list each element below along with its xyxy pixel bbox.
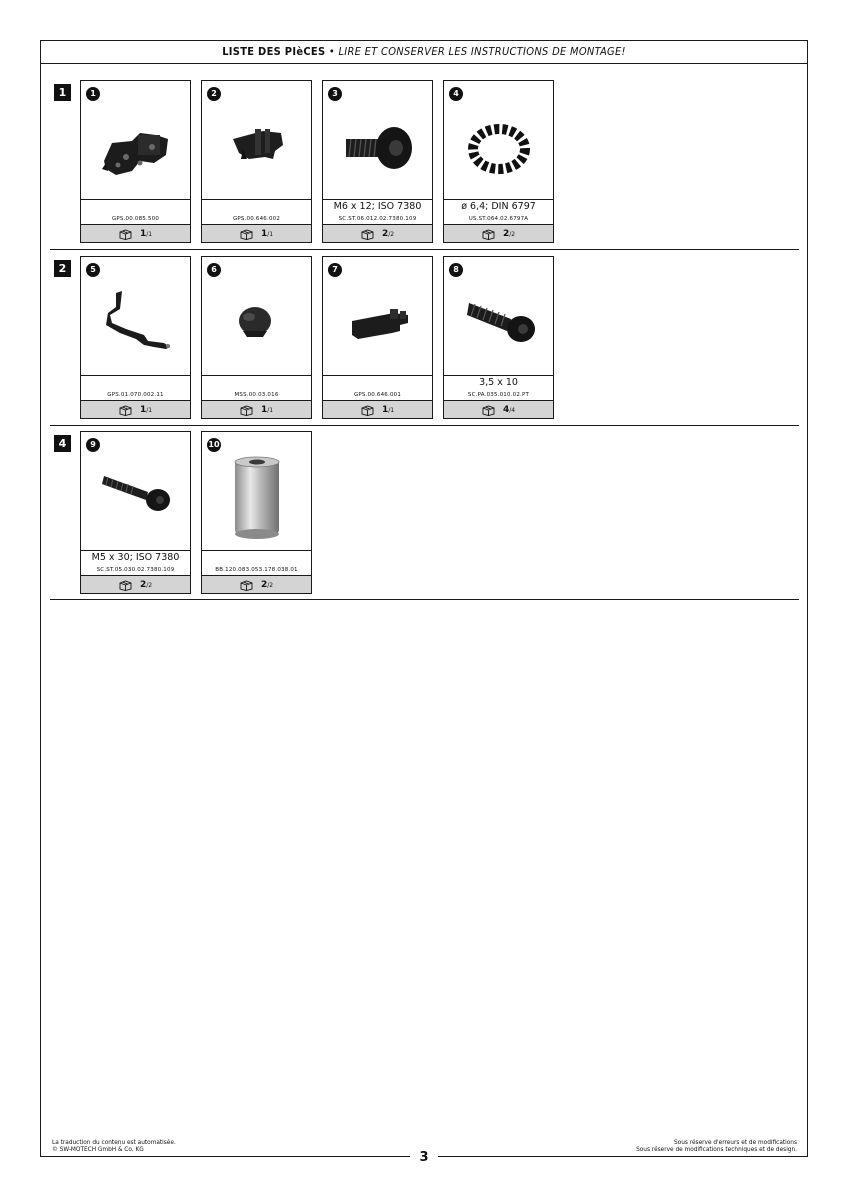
footer-disclaimer: [52, 1140, 176, 1154]
group-number-4: 4: [54, 435, 71, 452]
group-number-2: 2: [54, 260, 71, 277]
package-icon: [482, 405, 495, 416]
footer-translation-note: La traduction du contenu est automatisée.: [52, 1140, 176, 1146]
part-code: SC.ST.05.030.02.7380.109: [96, 567, 175, 573]
footer-design-note: Sous réserve de modifications techniques et de design.: [636, 1147, 797, 1153]
part-number-badge: 3: [328, 87, 342, 101]
quantity-bar: [444, 224, 553, 242]
long-screw-icon: [82, 454, 189, 548]
quantity-total: /2: [146, 582, 153, 589]
part-card: [201, 431, 312, 594]
package-icon: [240, 580, 253, 591]
package-icon: [119, 229, 132, 240]
part-info: [81, 375, 190, 400]
bent-bracket-icon: [82, 279, 189, 373]
quantity-bar: [444, 400, 553, 418]
part-spec: M5 x 30; ISO 7380: [91, 552, 180, 563]
quantity-total: /1: [388, 407, 395, 414]
part-card: [322, 80, 433, 243]
part-number-badge: 4: [449, 87, 463, 101]
header-separator: •: [328, 45, 335, 58]
clip-adapter-icon: [203, 103, 310, 197]
part-info: [81, 199, 190, 224]
mounting-bracket-icon: [82, 103, 189, 197]
quantity-bar: [202, 224, 311, 242]
quantity-count: 2: [139, 580, 147, 590]
quantity-count: 2: [260, 580, 268, 590]
group-divider: [50, 425, 799, 426]
quantity-total: /4: [509, 407, 516, 414]
page-header: [41, 41, 807, 64]
quantity-bar: [81, 224, 190, 242]
group-divider: [50, 599, 799, 600]
part-info: [202, 375, 311, 400]
footer-copyright: © SW-MOTECH GmbH & Co. KG: [52, 1147, 144, 1153]
part-card: [322, 256, 433, 419]
part-card: [80, 80, 191, 243]
quantity-total: /1: [146, 231, 153, 238]
part-info: [444, 375, 553, 400]
package-icon: [482, 229, 495, 240]
part-info: [202, 199, 311, 224]
part-code: GPS.00.646.002: [232, 216, 281, 222]
footer-errors-note: Sous réserve d'erreurs et de modifications: [673, 1140, 797, 1146]
header-title: LISTE DES PIèCES: [222, 45, 326, 58]
header-subtitle: LIRE ET CONSERVER LES INSTRUCTIONS DE MONTAGE!: [338, 45, 626, 58]
part-info: [81, 550, 190, 575]
part-card: [201, 256, 312, 419]
part-info: [202, 550, 311, 575]
quantity-bar: [323, 400, 432, 418]
part-code: GPS.00.646.001: [353, 392, 402, 398]
quantity-total: /2: [388, 231, 395, 238]
part-card: [80, 256, 191, 419]
serrated-washer-icon: [445, 103, 552, 197]
group-divider: [50, 249, 799, 250]
quantity-total: /2: [509, 231, 516, 238]
part-info: [444, 199, 553, 224]
part-code: GPS.01.070.002.11: [107, 392, 164, 398]
part-spec: 3,5 x 10: [479, 377, 518, 388]
package-icon: [119, 580, 132, 591]
part-number-badge: 9: [86, 438, 100, 452]
package-icon: [361, 405, 374, 416]
part-number-badge: 1: [86, 87, 100, 101]
part-info: [323, 375, 432, 400]
part-code: US.ST.064.02.6797A: [468, 216, 529, 222]
rubber-plug-icon: [203, 279, 310, 373]
quantity-total: /1: [267, 231, 274, 238]
group-number-1: 1: [54, 84, 71, 101]
quantity-count: 1: [260, 229, 268, 239]
part-code: SC.ST.06.012.02.7380.109: [338, 216, 417, 222]
package-icon: [240, 229, 253, 240]
quantity-bar: [81, 575, 190, 593]
part-card: [443, 80, 554, 243]
quantity-count: 2: [381, 229, 389, 239]
package-icon: [119, 405, 132, 416]
quantity-bar: [202, 575, 311, 593]
quantity-total: /1: [267, 407, 274, 414]
button-head-screw-icon: [324, 103, 431, 197]
part-number-badge: 5: [86, 263, 100, 277]
quantity-total: /1: [146, 407, 153, 414]
part-code: SC.PA.035.010.02.PT: [467, 392, 530, 398]
quantity-count: 2: [502, 229, 510, 239]
clip-piece-icon: [324, 279, 431, 373]
quantity-count: 1: [260, 405, 268, 415]
quantity-total: /2: [267, 582, 274, 589]
quantity-count: 1: [139, 405, 147, 415]
part-number-badge: 6: [207, 263, 221, 277]
part-code: MSS.00.03.016: [234, 392, 279, 398]
quantity-count: 4: [502, 405, 510, 415]
part-info: [323, 199, 432, 224]
quantity-count: 1: [139, 229, 147, 239]
part-number-badge: 2: [207, 87, 221, 101]
self-tapping-screw-icon: [445, 279, 552, 373]
spacer-sleeve-icon: [203, 454, 310, 548]
part-card: [443, 256, 554, 419]
part-card: [80, 431, 191, 594]
part-spec: M6 x 12; ISO 7380: [333, 201, 422, 212]
part-spec: ø 6,4; DIN 6797: [461, 201, 536, 212]
part-number-badge: 8: [449, 263, 463, 277]
package-icon: [240, 405, 253, 416]
quantity-bar: [81, 400, 190, 418]
quantity-bar: [202, 400, 311, 418]
page-number: 3: [410, 1150, 438, 1166]
footer-reservation: [636, 1140, 797, 1154]
part-number-badge: 7: [328, 263, 342, 277]
part-number-badge: 10: [207, 438, 221, 452]
package-icon: [361, 229, 374, 240]
quantity-count: 1: [381, 405, 389, 415]
part-code: BB.120.083.053.178.038.01: [215, 567, 298, 573]
part-card: [201, 80, 312, 243]
quantity-bar: [323, 224, 432, 242]
part-code: GPS.00.085.500: [111, 216, 160, 222]
